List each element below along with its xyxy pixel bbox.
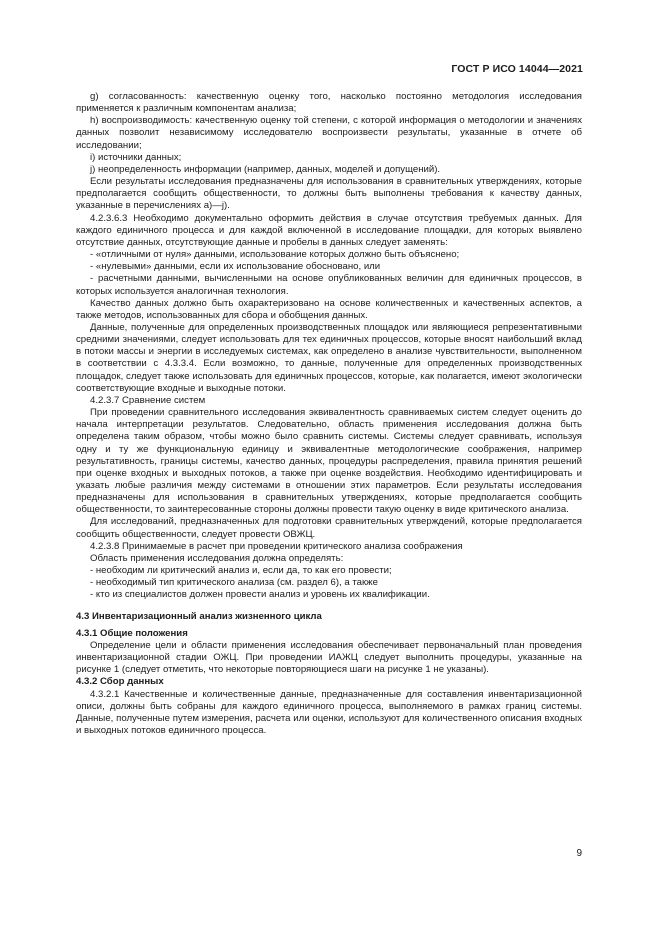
bullet-item: - необходим ли критический анализ и, если да, то как его провести; [90, 565, 392, 577]
paragraph: 4.3.2.1 Качественные и количественные данные, предназначенные для составления инвентаризационной описи, должны быть собраны для каждого единичного процесса, выполняемого в рамках границ системы. Данные, полученные путем измерения, расчета или оценки, используют для количественного описания входных и выходных потоков единичного процесса. [76, 688, 582, 736]
list-item-j: j) неопределенность информации (например, данных, моделей и допущений). [90, 163, 441, 175]
paragraph: Качество данных должно быть охарактеризовано на основе количественных и качественных аспектов, а также методов, использованных для сбора и обобщения данных. [76, 297, 582, 321]
subsection-title: 4.2.3.8 Принимаемые в расчет при проведении критического анализа соображения [90, 540, 463, 552]
subsection-heading: 4.3.2 Сбор данных [76, 676, 164, 688]
bullet-item: - необходимый тип критического анализа (см. раздел 6), а также [90, 577, 378, 589]
paragraph: Область применения исследования должна определять: [90, 552, 344, 564]
document-header: ГОСТ Р ИСО 14044—2021 [451, 63, 583, 75]
list-item-h: h) воспроизводимость: качественную оценку той степени, с которой информация о методологии и значениях данных позволит независимому исследователю воспроизвести результаты, указанные в отчете об исследовании; [76, 115, 582, 151]
list-item-g: g) согласованность: качественную оценку того, насколько постоянно методология исследования применяется к различным компонентам анализа; [76, 91, 582, 115]
section-heading: 4.3 Инвентаризационный анализ жизненного цикла [76, 610, 322, 622]
paragraph: Если результаты исследования предназначены для использования в сравнительных утверждениях, которые предполагается сообщить общественности, то должны быть выполнены требования к качеству данных, указанные в перечислениях а)—j). [76, 176, 582, 212]
paragraph: При проведении сравнительного исследования эквивалентность сравниваемых систем следует оценить до начала интерпретации результатов. Следовательно, область применения исследования должна быть определена таким образом, чтобы можно было сравнить системы. Системы следует сравнивать, используя одну и ту же функциональную единицу и эквивалентные методологические соображения, например результативность, границы системы, качество данных, процедуры распределения, правила принятия решений при оценке входных и выходных потоков, а также при оценке воздействия. Необходимо идентифицировать и указать любые различия между системами в отношении этих параметров. Если результаты исследования предназначены для использования в сравнительных утверждениях, которые предполагается сообщить общественности, то заинтересованные стороны должны провести такую оценку в виде критического анализа. [76, 407, 582, 516]
paragraph: Для исследований, предназначенных для подготовки сравнительных утверждений, которые предполагается сообщить общественности, следует провести ОВЖЦ. [76, 516, 582, 540]
bullet-item: - «отличными от нуля» данными, использование которых должно быть объяснено; [90, 249, 460, 261]
bullet-item: - расчетными данными, вычисленными на основе опубликованных величин для единичных процессов, в которых используется аналогичная технология. [76, 273, 582, 297]
bullet-item: - «нулевыми» данными, если их использование обосновано, или [90, 261, 381, 273]
subsection-heading: 4.3.1 Общие положения [76, 627, 188, 639]
document-body [76, 91, 582, 737]
list-item-i: i) источники данных; [90, 151, 182, 163]
paragraph: 4.2.3.6.3 Необходимо документально оформить действия в случае отсутствия требуемых данных. Для каждого единичного процесса и для каждой включенной в исследование площадки, для которых выявлено отсутствие данных, отсутствующие данные и пробелы в данных следует заменять: [76, 212, 582, 248]
subsection-title: 4.2.3.7 Сравнение систем [90, 394, 206, 406]
paragraph: Определение цели и области применения исследования обеспечивает первоначальный план проведения инвентаризационной стадии ОЖЦ. При проведении ИАЖЦ следует выполнить процедуры, указанные на рисунке 1 (следует отметить, что некоторые повторяющиеся шаги на рисунке 1 не указаны). [76, 639, 582, 676]
paragraph: Данные, полученные для определенных производственных площадок или являющиеся репрезентативными средними значениями, следует использовать для тех единичных процессов, которые вносят наибольший вклад в потоки массы и энергии в исследуемых системах, как определено в анализе чувствительности, выполненном в соответствии с 4.3.3.4. Если возможно, то данные, полученные для определенных производственных площадок, следует также использовать для единичных процессов, которые, как полагается, имеют экологически соответствующие входные и выходные потоки. [76, 321, 582, 394]
page-number: 9 [576, 848, 582, 859]
bullet-item: - кто из специалистов должен провести анализ и уровень их квалификации. [90, 589, 430, 601]
